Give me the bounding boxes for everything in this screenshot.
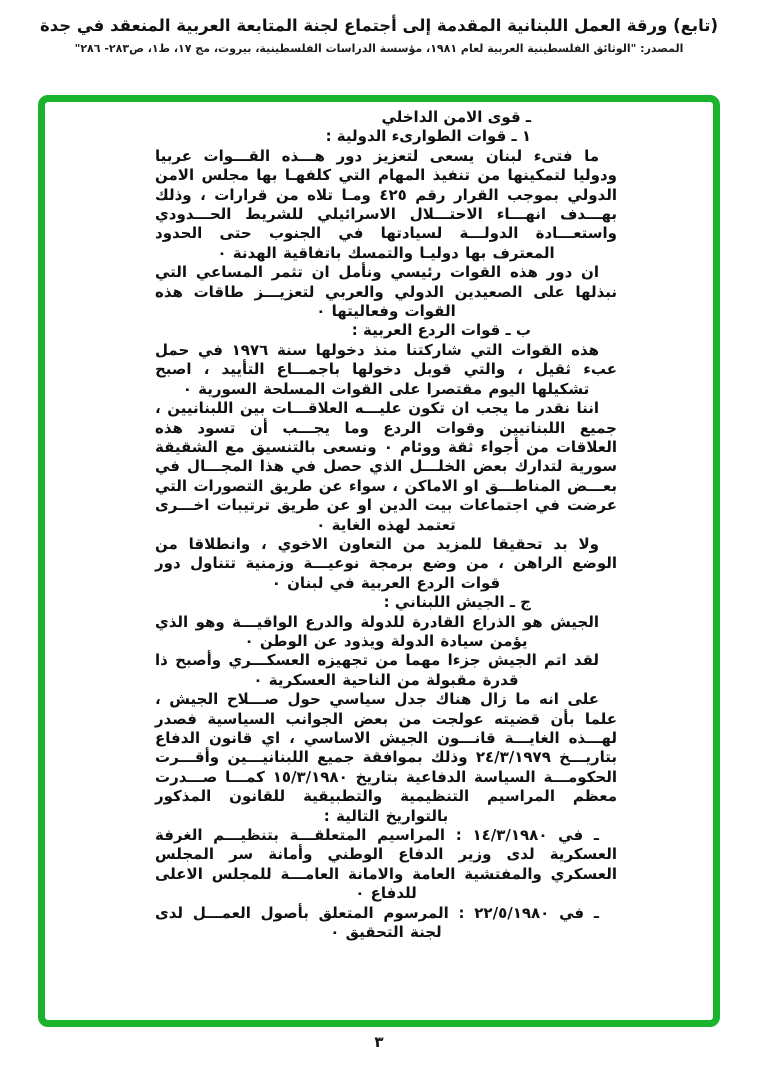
green-border-frame xyxy=(38,95,720,1027)
source-citation: المصدر: "الوثائق الفلسطينية العربية لعام ١٩٨١، مؤسسة الدراسات الفلسطينية، بيروت، مج ١٧، ط١، ص٢٨٣- ٢٨٦" xyxy=(74,42,684,55)
paragraph: ما فتىء لبنان يسعى لتعزيز دور هـــذه القـــوات عربيا ودوليا لتمكينها من تنفيذ المهام التي كلفهـا بها مجلس الامن الدولي بموجب القرار رقم ٤٢٥ ومـا تلاه من قرارات ، وذلك بهـــدف انهـــاء الاحتـــلال الاسرائيلي للشريط الحـــدودي واستعـــادة الدولـــة لسيادتها في الجنوب حتى الحدود المعترف بها دوليـا والتمسك باتفاقية الهدنة ٠ xyxy=(155,146,617,262)
section-heading: ـ قوى الامن الداخلي xyxy=(381,108,531,126)
document-body xyxy=(45,102,713,1020)
page-header xyxy=(0,16,758,55)
page-number: ٣ xyxy=(374,1033,384,1051)
paragraph: هذه القوات التي شاركتنا منذ دخولها سنة ١٩٧٦ في حمل عبء ثقيل ، والتي قوبل دخولها باجمـــاع التأييد ، اصبح تشكيلها اليوم مقتصرا على القوات المسلحة السورية ٠ xyxy=(155,340,617,398)
paragraph: ـ في ٢٢/٥/١٩٨٠ : المرسوم المتعلق بأصول العمـــل لدى لجنة التحقيق ٠ xyxy=(155,903,599,942)
section-heading: ١ ـ قوات الطوارىء الدولية : xyxy=(325,127,531,146)
paragraph: لقد اتم الجيش جزءا مهما من تجهيزه العسكـــري وأصبح ذا قدرة مقبولة من الناحية العسكرية ٠ xyxy=(155,651,599,689)
paragraph: ـ في ١٤/٣/١٩٨٠ : المراسيم المتعلقـــة بتنظيـــم الغرفة العسكرية لدى وزير الدفاع الوطني وأمانة سر المجلس العسكري والمفتشية العامة والامانة العامـــة للمجلس الاعلى للدفاع ٠ xyxy=(155,826,617,903)
document-title: (تابع) ورقة العمل اللبنانية المقدمة إلى أجتماع لجنة المتابعة العربية المنعقد في جدة xyxy=(39,16,719,35)
paragraph: اننا نقدر ما يجب ان تكون عليـــه العلاقـــات بين اللبنانيين ، جميع اللبنانيين وقوات الردع وما يجـــب أن تسود هذه العلاقات من أجواء ثقة ووئام ٠ ونسعى بالتنسيق مع الشقيقة سورية لتدارك بعض الخلـــل الذي حصل في هذا المجـــال في بعـــض المناطـــق او الاماكن ، سواء عن طريق التصورات التي عرضت في اجتماعات بيت الدين او عن طريق ترتيبات اخـــرى تعتمد لهذه الغاية ٠ xyxy=(155,399,618,534)
paragraph: ان دور هذه القوات رئيسي ونأمل ان تثمر المساعي التي نبذلها على الصعيدين الدولي والعربي لتعزيـــز طاقات هذه القوات وفعاليتها ٠ xyxy=(155,263,617,321)
paragraph: الجيش هو الذراع القادرة للدولة والدرع الواقيـــة وهو الذي يؤمن سيادة الدولة ويذود عن الوطن ٠ xyxy=(155,612,599,650)
section-heading: ب ـ قوات الردع العربية : xyxy=(351,321,531,340)
paragraph: ولا بد تحقيقا للمزيد من التعاون الاخوي ، وانطلاقا من الوضع الراهن ، من وضع برمجة نوعيـــة وزمنية تتناول دور قوات الردع العربية في لبنان ٠ xyxy=(155,534,617,592)
section-heading: ج ـ الجيش اللبناني : xyxy=(383,593,531,612)
paragraph: على انه ما زال هناك جدل سياسي حول صـــلاح الجيش ، علما بأن قضيته عولجت من بعض الجوانب السياسية فصدر لهـــذه الغايـــة قانـــون الجيش الاساسي ، اي قانون الدفاع بتاريـــخ ٢٤/٣/١٩٧٩ وذلك بموافقة جميع اللبنانيـــين وأقـــرت الحكومـــة السياسة الدفاعية بتاريخ ١٥/٣/١٩٨٠ كمـــا صـــدرت معظم المراسيم التنظيمية والتطبيقية للقانون المذكور بالتواريخ التالية : xyxy=(155,690,617,825)
